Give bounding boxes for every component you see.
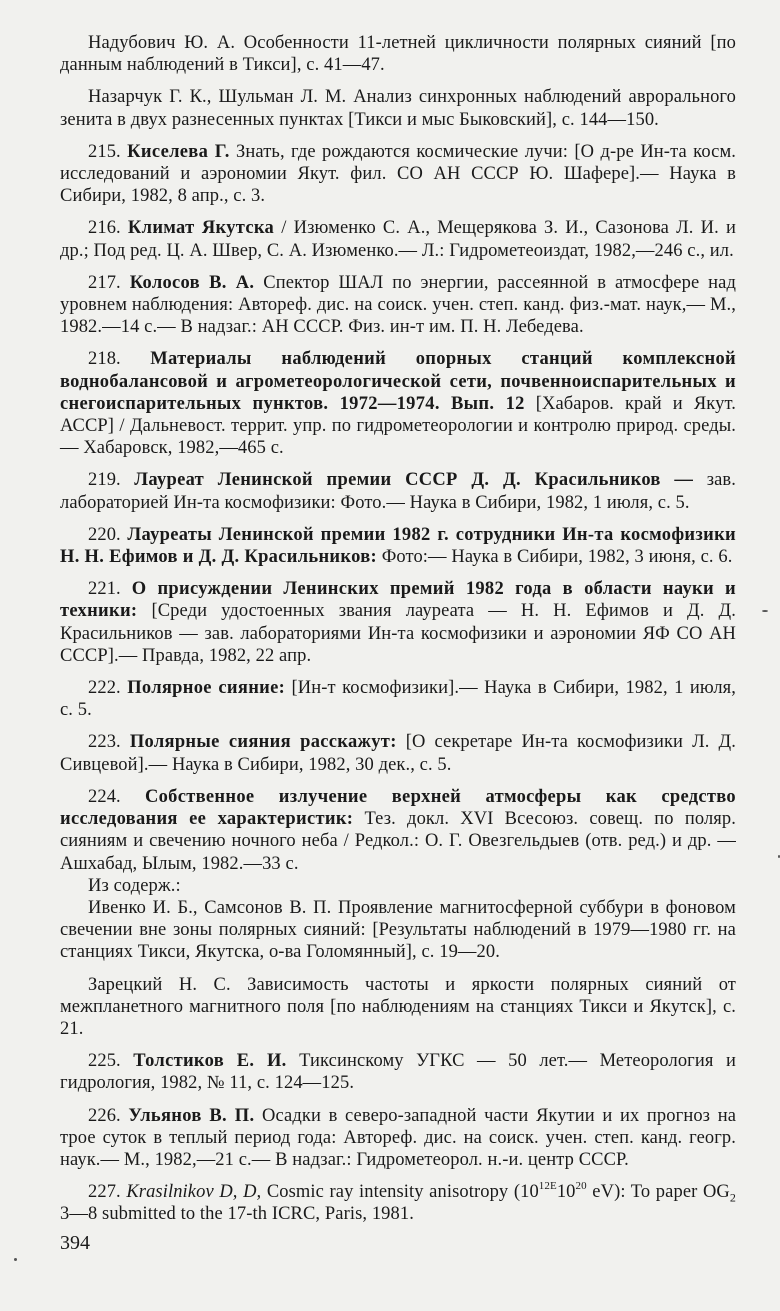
page-number: 394	[60, 1232, 90, 1254]
scan-speck	[762, 610, 768, 612]
entry-title: Лауреат Ленинской премии СССР Д. Д. Красильников —	[134, 470, 694, 491]
entry-nazarchuk: Назарчук Г. К., Шульман Л. М. Анализ синхронных наблюдений аврорального зенита в двух разнесенных пунктах [Тикси и мыс Быковский], с. 144—150.	[60, 87, 736, 130]
entry-227: 227. Krasilnikov D, D, Cosmic ray intensity anisotropy ($10^{12E}10^{20}$ eV): To paper $OG_2$ 3—8 submitted to the 17-th ICRC, Paris, 1981.	[60, 1180, 736, 1225]
entry-224: 224. Собственное излучение верхней атмосферы как средство исследования ее характеристик: Тез. докл. XVI Всесоюз. совещ. по поляр. сияниям и свечению ночного неба / Редкол.: О. Г. Овезгельдыев (отв. ред.) и др. — Ашхабад, Ылым, 1982.—33 с.	[60, 786, 736, 874]
contents-label: Из содерж.:	[88, 875, 181, 896]
bibliography-page	[60, 32, 736, 1236]
entry-title: Полярные сияния расскажут:	[129, 732, 397, 753]
entry-author: Krasilnikov D, D,	[126, 1182, 262, 1203]
scan-speck	[14, 1258, 17, 1261]
entry-225: 225. Толстиков Е. И. Тиксинскому УГКС — 50 лет.— Метеорология и гидрология, 1982, № 11, с. 124—125.	[60, 1051, 736, 1094]
entry-222: 222. Полярное сияние: [Ин-т космофизики].— Наука в Сибири, 1982, 1 июля, с. 5.	[60, 678, 736, 721]
entry-226: 226. Ульянов В. П. Осадки в северо-западной части Якутии и их прогноз на трое суток в теплый период года: Автореф. дис. на соиск. учен. степ. канд. геогр. наук.— М., 1982,—21 с.— В надзаг.: Гидрометеорол. н.-и. центр СССР.	[60, 1105, 737, 1170]
entry-author: Колосов В. А.	[129, 272, 255, 293]
entry-219: 219. Лауреат Ленинской премии СССР Д. Д. Красильников — зав. лабораторией Ин-та космофизики: Фото.— Наука в Сибири, 1982, 1 июля, с. 5.	[60, 470, 736, 513]
entry-title: О присуждении Ленинских премий 1982 года в области науки и техники:	[60, 579, 736, 622]
contents-item-ivenko: Ивенко И. Б., Самсонов В. П. Проявление магнитосферной суббури в фоновом свечении вне зоны полярных сияний: [Результаты наблюдений в 1979—1980 гг. на станциях Тикси, Якутска, о-ва Голомянный], с. 19—20.	[60, 897, 736, 963]
entry-author: Толстиков Е. И.	[133, 1051, 287, 1072]
entry-216: 216. Климат Якутска / Изюменко С. А., Мещерякова З. И., Сазонова Л. И. и др.; Под ред. Ц. А. Швер, С. А. Изюменко.— Л.: Гидрометеоиздат, 1982,—246 с., ил.	[60, 218, 736, 261]
entry-223: 223. Полярные сияния расскажут: [О секретаре Ин-та космофизики Л. Д. Сивцевой].— Наука в Сибири, 1982, 30 дек., с. 5.	[60, 732, 736, 775]
entry-218: 218. Материалы наблюдений опорных станций комплексной воднобалансовой и агрометеорологической сети, почвенноиспарительных и снегоиспарительных пунктов. 1972—1974. Вып. 12 [Хабаров. край и Якут. АССР] / Дальневост. террит. упр. по гидрометеорологии и контролю природ. среды.— Хабаровск, 1982,—465 с.	[60, 349, 736, 459]
contents-item-zaretsky: Зарецкий Н. С. Зависимость частоты и яркости полярных сияний от межпланетного магнитного поля [по наблюдениям на станциях Тикси и Якутск], с. 21.	[60, 974, 736, 1039]
entry-217: 217. Колосов В. А. Спектор ШАЛ по энергии, рассеянной в атмосфере над уровнем наблюдения: Автореф. дис. на соиск. учен. степ. канд. физ.-мат. наук,— М., 1982.—14 с.— В надзаг.: АН СССР. Физ. ин-т им. П. Н. Лебедева.	[60, 272, 737, 338]
entry-221: 221. О присуждении Ленинских премий 1982 года в области науки и техники: [Среди удостоенных звания лауреата — Н. Н. Ефимов и Д. Д. Красильников — зав. лабораториями Ин-та космофизики и аэрономии ЯФ СО АН СССР].— Правда, 1982, 22 апр.	[60, 579, 736, 666]
entry-title: Полярное сияние:	[127, 678, 286, 699]
entry-nadubovich: Надубович Ю. А. Особенности 11-летней цикличности полярных сияний [по данным наблюдений в Тикси], с. 41—47.	[60, 33, 736, 76]
entry-220: 220. Лауреаты Ленинской премии 1982 г. сотрудники Ин-та космофизики Н. Н. Ефимов и Д. Д. Красильников: Фото:— Наука в Сибири, 1982, 3 июня, с. 6.	[60, 524, 736, 568]
entry-author: Ульянов В. П.	[128, 1105, 255, 1126]
entry-215: 215. Киселева Г. Знать, где рождаются космические лучи: [О д-ре Ин-та косм. исследований и аэрономии Якут. фил. СО АН СССР Ю. Шафере].— Наука в Сибири, 1982, 8 апр., с. 3.	[60, 141, 736, 207]
entry-title: Лауреаты Ленинской премии 1982 г. сотрудники Ин-та космофизики Н. Н. Ефимов и Д. Д. Красильников:	[60, 524, 736, 568]
entry-author: Киселева Г.	[127, 141, 230, 162]
entry-title: Собственное излучение верхней атмосферы как средство исследования ее характеристик:	[60, 786, 736, 830]
entry-title: Климат Якутска	[127, 218, 275, 239]
entry-title: Материалы наблюдений опорных станций комплексной воднобалансовой и агрометеорологической сети, почвенноиспарительных и снегоиспарительных пунктов. 1972—1974. Вып. 12	[60, 349, 736, 414]
